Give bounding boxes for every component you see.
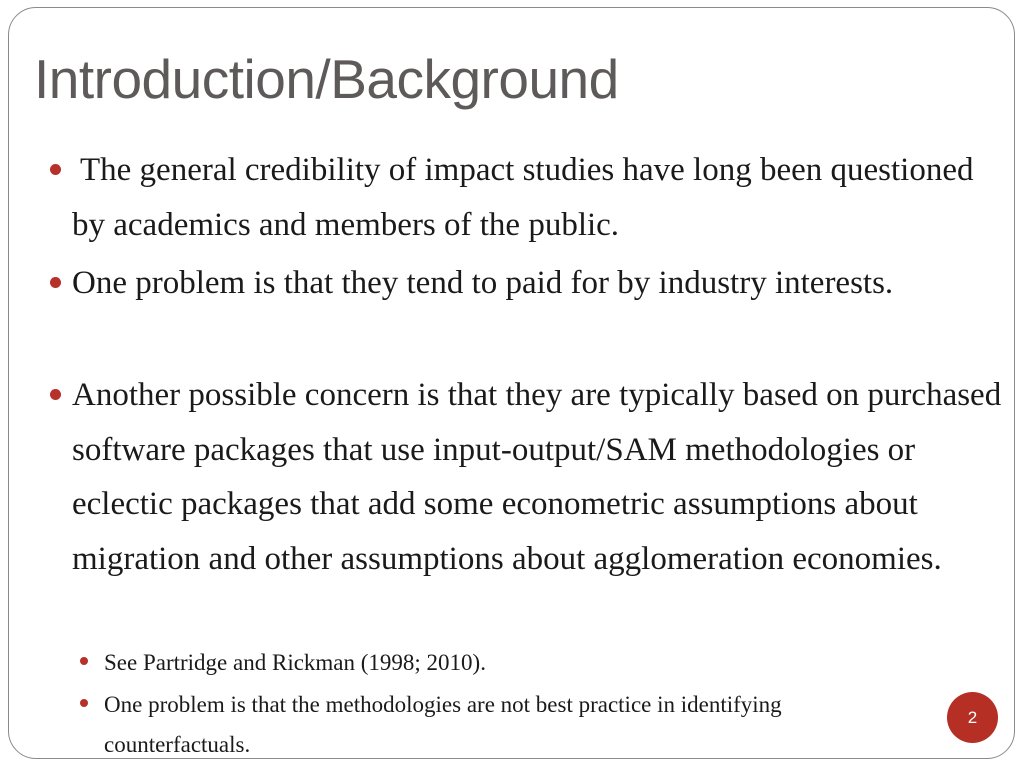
sub-bullet-item [104, 685, 1024, 765]
sub-bullet-text-continued: counterfactuals. [104, 732, 251, 757]
bullet-dot-icon [50, 389, 61, 400]
bullet-dot-icon [50, 277, 61, 288]
slide-title: Introduction/Background [34, 48, 619, 110]
bullet-dot-icon [50, 164, 61, 175]
bullet-dot-icon [80, 657, 88, 665]
bullet-text: The general credibility of impact studies have long been questioned by academics and members of the public. [72, 152, 974, 243]
sub-bullet-item [104, 643, 1024, 683]
page-number-badge: 2 [947, 692, 998, 743]
bullet-text: Another possible concern is that they are typically based on purchased software packages that use input-output/SAM methodologies or eclectic packages that add some econometric assumptions about migration and other assumptions about agglomeration economies. [72, 377, 1002, 577]
bullet-item [72, 368, 1007, 586]
bullet-item [72, 143, 1007, 252]
bullet-dot-icon [80, 699, 88, 707]
sub-bullet-text: See Partridge and Rickman (1998; 2010). [104, 650, 486, 675]
sub-bullet-text: One problem is that the methodologies are not best practice in identifying [104, 692, 782, 717]
bullet-item [72, 256, 1007, 311]
bullet-text: One problem is that they tend to paid for by industry interests. [72, 265, 894, 301]
